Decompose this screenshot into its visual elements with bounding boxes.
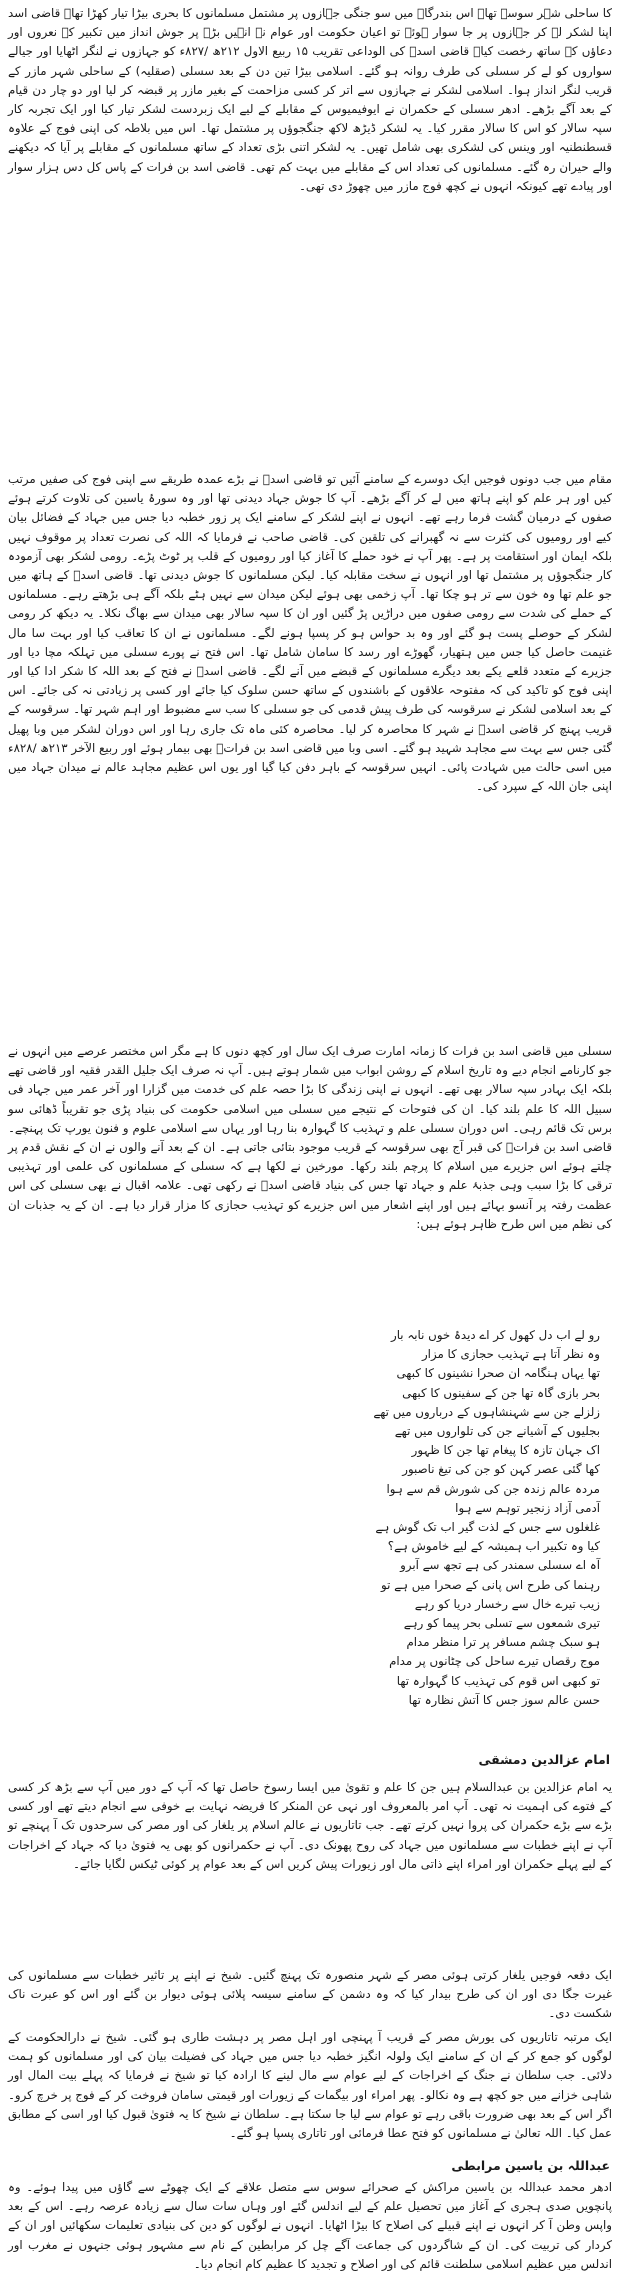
poem-line: مردہ عالم زندہ جن کی شورش قم سے ہوا (386, 1481, 600, 1496)
paragraph: یہ امام عزالدین بن عبدالسلام ہیں جن کا علم و تقویٰ میں ایسا رسوخ حاصل تھا کہ آپ کے دور میں آپ سے بڑھ کر کسی کے فتوے کی اہمیت نہ تھی۔ آپ امر بالمعروف اور نہی عن المنکر کا فریضہ نہایت بے خوفی سے انجام دیتے تھے اور کسی بڑے سے بڑے حکمران کی پروا نہیں کرتے تھے۔ جب تاتاریوں نے عالم اسلام پر یلغار کی اور مصر کی سرحدوں تک آ پہنچے تو آپ نے اپنے خطبات سے مسلمانوں میں جہاد کی روح پھونک دی۔ آپ نے حکمرانوں کو بھی یہ فتویٰ دیا کہ جہاد کے اخراجات کے لیے پہلے حکمران اور امراء اپنے ذاتی مال اور زیورات پیش کریں اس کے بعد عوام پر کوئی ٹیکس لگایا جائے۔ (8, 1780, 612, 1871)
paragraph: کا ساحلی شہر سوسہ تھا۔ اس بندرگاہ میں سو جنگی جہازوں پر مشتمل مسلمانوں کا بحری بیڑا تیار کھڑا تھا۔ قاضی اسد اپنا لشکر لے کر جہازوں پر جا سوار ہوئے تو اعیان حکومت اور عوام نے انہیں بڑے پر جوش انداز میں تکبیر کے نعروں اور دعاؤں کے ساتھ رخصت کیا۔ قاضی اسدؒ کی الوداعی تقریب ۱۵ ربیع الاول ۲۱۲ھ /۸۲۷ء کو جہازوں نے لنگر اٹھایا اور جیالے سواروں کو لے کر سسلی کی طرف روانہ ہو گئے۔ اسلامی بیڑا تین دن کے بعد سسلی (صقلیہ) کے ساحلی شہر مازر کے قریب لنگر انداز ہوا۔ اسلامی لشکر نے جہازوں سے اتر کر کسی مزاحمت کے بغیر مازر پر قبضہ کر لیا اور دو چار دن قیام کے بعد آگے بڑھے۔ ادھر سسلی کے حکمران نے ایوفیمیوس کے مقابلے کے لیے ایک زبردست لشکر تیار کیا اور ایک تجربہ کار سپہ سالار کو اس کا سالار مقرر کیا۔ یہ لشکر ڈیڑھ لاکھ جنگجوؤں پر مشتمل تھا۔ اس میں بلاطہ کی اپنی فوج کے علاوہ قسطنطنیہ اور وینس کی لشکری بھی شامل تھیں۔ یہ لشکر اتنی بڑی تعداد کے ساتھ مسلمانوں کے مقابلے پر آیا کہ دیکھنے والے حیران رہ گئے۔ مسلمانوں کی تعداد اس کے مقابلے میں بہت کم تھی۔ قاضی اسد بن فرات کے پاس کل دس ہزار سوار اور پیادے تھے کیونکہ انہوں نے کچھ فوج مازر میں چھوڑ دی تھی۔ (8, 6, 612, 193)
paragraph: ایک دفعہ فوجیں یلغار کرتی ہوئی مصر کے شہر منصورہ تک پہنچ گئیں۔ شیخ نے اپنے پر تاثیر خطبات سے مسلمانوں کی غیرت جگا دی اور ان کی طرح بیدار کیا کہ وہ دشمن کے سامنے سیسہ پلائی ہوئی دیوار بن گئے اور اس کو عبرت ناک شکست دی۔ (8, 1968, 612, 2021)
poem-line: ہو سبک چشم مسافر پر ترا منظر مدام (406, 1635, 600, 1650)
poem-line: کیا وہ تکبیر اب ہمیشہ کے لیے خاموش ہے؟ (387, 1539, 600, 1554)
poem (180, 1326, 600, 1710)
poem-line: تیری شمعوں سے تسلی بحر پیما کو رہے (403, 1616, 600, 1631)
section-heading: عبداللہ بن یاسین مرابطی (451, 2158, 610, 2173)
poem-line: بجلیوں کے آشیانے جن کی تلواروں میں تھے (394, 1424, 600, 1439)
section-heading: امام عزالدین دمشقی (478, 1752, 610, 1767)
poem-line: رہنما کی طرح اس پانی کے صحرا میں ہے تو (381, 1577, 600, 1592)
paragraph: سسلی میں قاضی اسد بن فرات کا زمانہ امارت صرف ایک سال اور کچھ دنوں کا ہے مگر اس مختصر عرصے میں انہوں نے جو کارنامے انجام دیے وہ تاریخ اسلام کے روشن ابواب میں شمار ہوتے ہیں۔ آپ نہ صرف ایک جلیل القدر فقیہ اور قاضی تھے بلکہ ایک بہادر سپہ سالار بھی تھے۔ انہوں نے اپنی زندگی کا بڑا حصہ علم کی خدمت میں گزارا اور آخر عمر میں جہاد فی سبیل اللہ کا علم بلند کیا۔ ان کی فتوحات کے نتیجے میں سسلی میں اسلامی حکومت کی بنیاد پڑی جو تقریباً ڈھائی سو برس تک قائم رہی۔ اس دوران سسلی علم و تہذیب کا گہوارہ بنا رہا اور یہاں سے اسلامی علوم و فنون یورپ تک پہنچے۔ قاضی اسد بن فراتؒ کی قبر آج بھی سرقوسہ کے قریب موجود بتائی جاتی ہے۔ ان کے بعد آنے والوں نے ان کے نقش قدم پر چلتے ہوئے اس جزیرے میں اسلام کا پرچم بلند رکھا۔ مورخین نے لکھا ہے کہ سسلی کے مسلمانوں کی علمی اور تہذیبی ترقی کا بڑا سبب وہی جذبۂ علم و جہاد تھا جس کی بنیاد قاضی اسدؒ نے رکھی تھی۔ علامہ اقبال نے بھی سسلی کی اس عظمت رفتہ پر آنسو بہائے ہیں اور اپنے اشعار میں اس جزیرے کو تہذیب حجازی کا مزار قرار دیا ہے۔ ان کے یہ جذبات ان کی نظم میں اس طرح ظاہر ہوئے ہیں: (8, 1044, 612, 1231)
poem-line: زلزلے جن سے شہنشاہوں کے درباروں میں تھے (373, 1404, 600, 1419)
poem-line: غلغلوں سے جس کے لذت گیر اب تک گوش ہے (375, 1520, 600, 1535)
poem-line: رو لے اب دل کھول کر اے دیدۂ خوں نابہ بار (391, 1328, 600, 1342)
poem-line: بحر بازی گاہ تھا جن کے سفینوں کا کبھی (402, 1385, 600, 1400)
poem-line: اک جہان تازہ کا پیغام تھا جن کا ظہور (411, 1443, 600, 1458)
poem-line: تو کبھی اس قوم کی تہذیب کا گہوارہ تھا (396, 1673, 600, 1688)
poem-line: زیب تیرے خال سے رخسار دریا کو رہے (414, 1596, 600, 1611)
poem-line: وہ نظر آتا ہے تہذیب حجازی کا مزار (421, 1347, 600, 1362)
poem-line: موج رقصاں تیرے ساحل کی چٹانوں پر مدام (389, 1654, 600, 1669)
poem-line: آدمی آزاد زنجیر توہم سے ہوا (455, 1500, 600, 1515)
poem-line: کھا گئی عصر کہن کو جن کی تیغ ناصبور (402, 1462, 600, 1477)
paragraph: مقام میں جب دونوں فوجیں ایک دوسرے کے سامنے آئیں تو قاضی اسدؒ نے بڑے عمدہ طریقے سے اپنی فوج کی صفیں مرتب کیں اور ہر علم کو اپنے ہاتھ میں لے کر آگے بڑھے۔ آپ کا جوش جہاد دیدنی تھا اور وہ سورۂ یاسین کی تلاوت کرتے ہوئے صفوں کے درمیان گشت فرما رہے تھے۔ انہوں نے اپنے لشکر کے سامنے ایک پر زور خطبہ دیا جس میں جہاد کے فضائل بیان کیے اور رومیوں کی کثرت سے نہ گھبرانے کی تلقین کی۔ قاضی صاحب نے فرمایا کہ اللہ کی نصرت تعداد پر موقوف نہیں بلکہ ایمان اور استقامت پر ہے۔ پھر آپ نے خود حملے کا آغاز کیا اور رومیوں کے قلب پر ٹوٹ پڑے۔ رومی لشکر بھی آزمودہ کار جنگجوؤں پر مشتمل تھا اور انہوں نے سخت مقابلہ کیا۔ لیکن مسلمانوں کا جوش دیدنی تھا۔ قاضی اسدؒ کے ہاتھ میں جو علم تھا وہ خون سے تر ہو چکا تھا۔ آپ زخمی بھی ہوئے لیکن میدان سے نہیں ہٹے بلکہ آگے ہی بڑھتے رہے۔ مسلمانوں کے حملے کی شدت سے رومی صفوں میں دراڑیں پڑ گئیں اور ان کا سپہ سالار بھی میدان سے بھاگ نکلا۔ یہ دیکھ کر رومی لشکر کے حوصلے پست ہو گئے اور وہ بد حواس ہو کر پسپا ہونے لگے۔ مسلمانوں نے ان کا تعاقب کیا اور بہت سا مال غنیمت حاصل کیا جس میں ہتھیار، گھوڑے اور رسد کا سامان شامل تھا۔ اس فتح نے پورے سسلی میں تہلکہ مچا دیا اور جزیرے کے متعدد قلعے یکے بعد دیگرے مسلمانوں کے قبضے میں آنے لگے۔ قاضی اسدؒ نے فتح کے بعد اللہ کا شکر ادا کیا اور اپنی فوج کو تاکید کی کہ مفتوحہ علاقوں کے باشندوں کے ساتھ حسن سلوک کیا جائے اور کسی پر زیادتی نہ کی جائے۔ اس کے بعد اسلامی لشکر نے سرقوسہ کی طرف پیش قدمی کی جو سسلی کا سب سے مضبوط اور اہم شہر تھا۔ سرقوسہ کے قریب پہنچ کر قاضی اسدؒ نے شہر کا محاصرہ کر لیا۔ محاصرہ کئی ماہ تک جاری رہا اور اس دوران لشکر میں وبا پھیل گئی جس سے بہت سے مجاہد شہید ہو گئے۔ اسی وبا میں قاضی اسد بن فراتؒ بھی بیمار ہوئے اور ربیع الآخر ۲۱۳ھ /۸۲۸ء میں اسی حالت میں شہادت پائی۔ انہیں سرقوسہ کے باہر دفن کیا گیا اور یوں اس عظیم مجاہد عالم نے میدان جہاد میں اپنی جان اللہ کے سپرد کی۔ (8, 472, 612, 794)
poem-line: حسن عالم سوز جس کا آتش نظارہ تھا (408, 1692, 600, 1707)
poem-line: تھا یہاں ہنگامہ ان صحرا نشینوں کا کبھی (396, 1366, 600, 1381)
paragraph: ادھر محمد عبداللہ بن یاسین مراکش کے صحرائے سوس سے متصل علاقے کے ایک چھوٹے سے گاؤں میں پیدا ہوئے۔ وہ پانچویں صدی ہجری کے آغاز میں تحصیل علم کے لیے اندلس گئے اور وہاں سات سال سے زیادہ عرصہ رہے۔ اس کے بعد واپس وطن آ کر انہوں نے اپنے قبیلے کی اصلاح کا بیڑا اٹھایا۔ انہوں نے لوگوں کو دین کی بنیادی تعلیمات سکھائیں اور ان کے کردار کی تربیت کی۔ ان کے شاگردوں کی جماعت آگے چل کر مرابطین کے نام سے مشہور ہوئی جنہوں نے مغرب اور اندلس میں عظیم اسلامی سلطنت قائم کی اور اصلاح و تجدید کا عظیم کام انجام دیا۔ (8, 2180, 612, 2271)
paragraph: ایک مرتبہ تاتاریوں کی یورش مصر کے قریب آ پہنچی اور اہل مصر پر دہشت طاری ہو گئی۔ شیخ نے دارالحکومت کے لوگوں کو جمع کر کے ان کے سامنے ایک ولولہ انگیز خطبہ دیا جس میں جہاد کی فضیلت بیان کی اور مسلمانوں کو ہمت دلائی۔ جب سلطان نے جنگ کے اخراجات کے لیے عوام سے مال لینے کا ارادہ کیا تو شیخ نے فرمایا کہ پہلے بیت المال اور شاہی خزانے میں جو کچھ ہے وہ نکالو۔ پھر امراء اور بیگمات کے زیورات اور قیمتی سامان فروخت کر کے فوج پر خرچ کرو۔ اگر اس کے بعد بھی ضرورت باقی رہے تو عوام سے لیا جا سکتا ہے۔ سلطان نے شیخ کا یہ فتویٰ قبول کیا اور اسی کے مطابق عمل کیا۔ اللہ تعالیٰ نے مسلمانوں کو فتح عطا فرمائی اور تاتاری پسپا ہو گئے۔ (8, 2030, 612, 2141)
poem-line: آہ اے سسلی سمندر کی ہے تجھ سے آبرو (400, 1558, 600, 1573)
